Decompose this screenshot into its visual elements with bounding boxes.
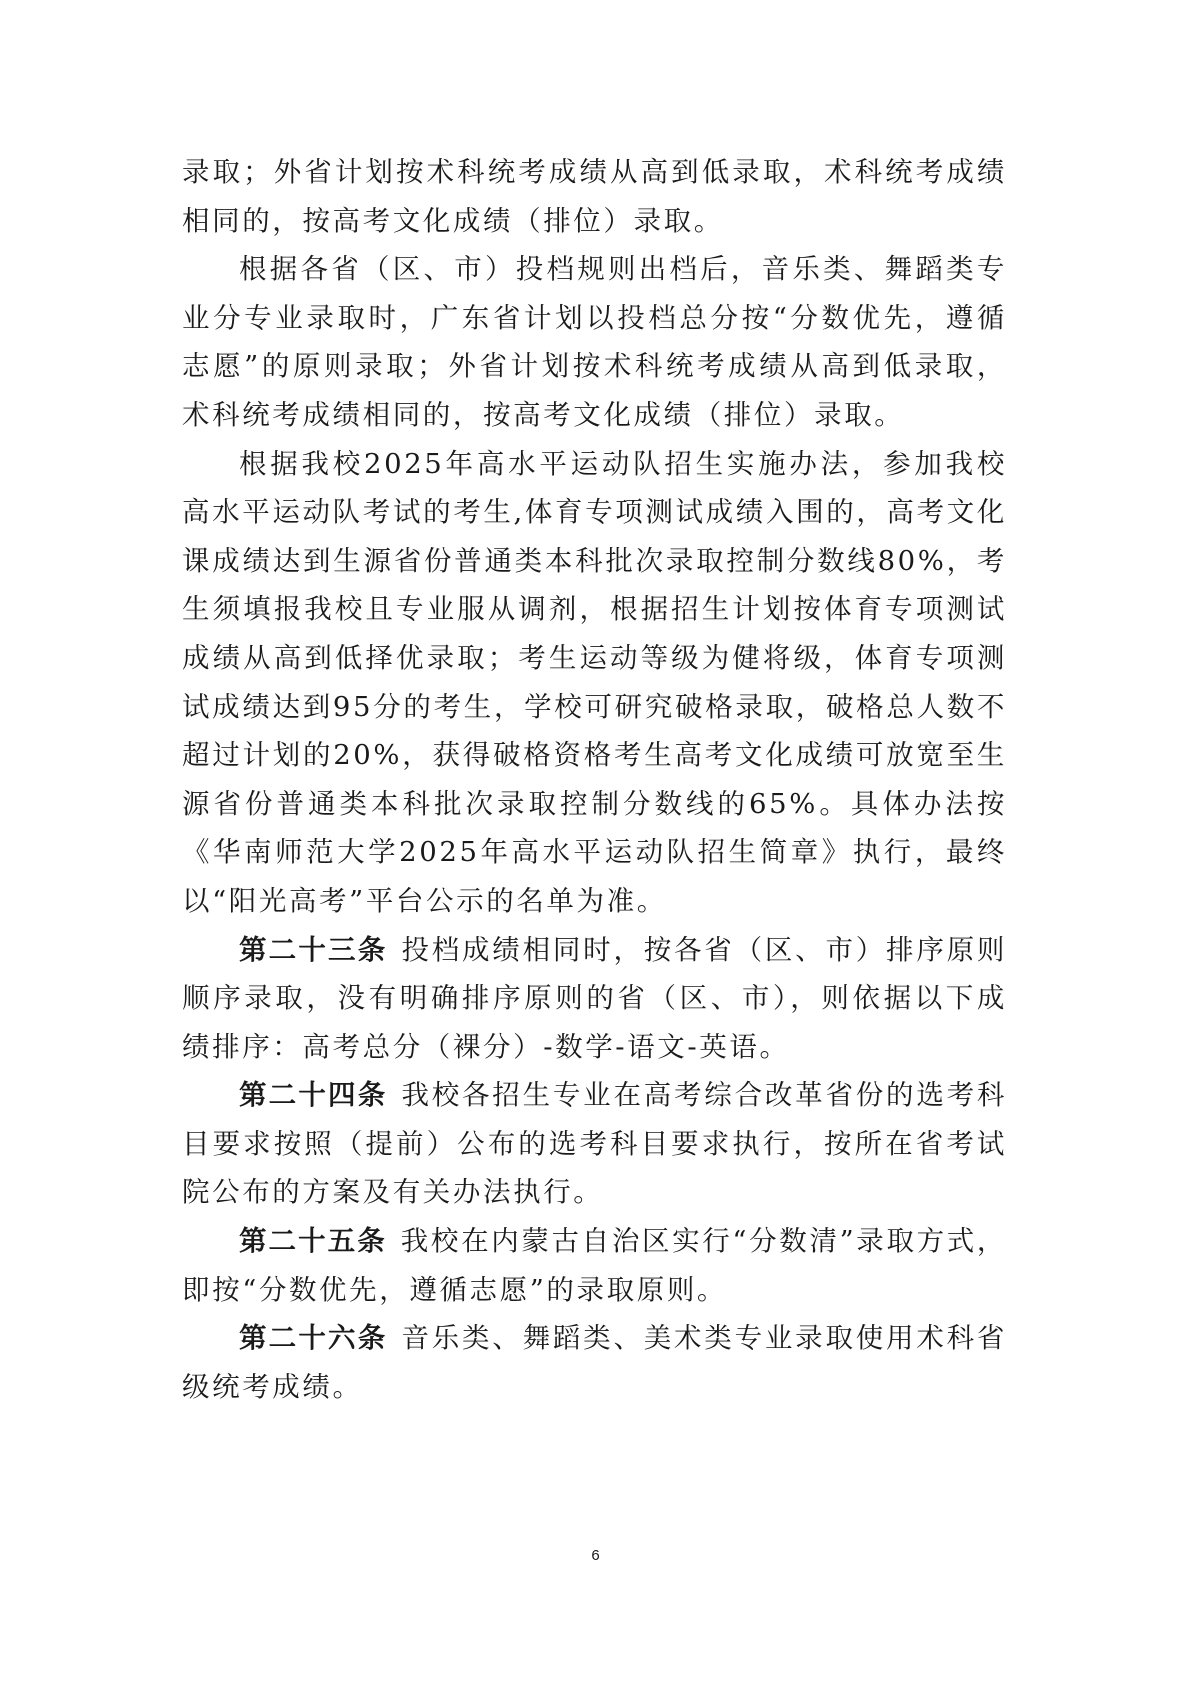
article-text: 我校各招生专业在高考综合改革省份的选考科目要求按照（提前）公布的选考科目要求执行，按所在省考试院公布的方案及有关办法执行。 <box>182 1079 1007 1209</box>
paragraph-sports-team-admission <box>182 440 1007 926</box>
paragraph-music-dance-admission <box>182 245 1007 439</box>
paragraph-text: 根据我校2025年高水平运动队招生实施办法，参加我校高水平运动队考试的考生,体育专项测试成绩入围的，高考文化课成绩达到生源省份普通类本科批次录取控制分数线80%，考生须填报我校且专业服从调剂，根据招生计划按体育专项测试成绩从高到低择优录取；考生运动等级为健将级，体育专项测试成绩达到95分的考生，学校可研究破格录取，破格总人数不超过计划的20%，获得破格资格考生高考文化成绩可放宽至生源省份普通类本科批次录取控制分数线的65%。具体办法按《华南师范大学2025年高水平运动队招生简章》执行，最终以“阳光高考”平台公示的名单为准。 <box>182 447 1007 917</box>
article-24 <box>182 1071 1007 1217</box>
article-25 <box>182 1217 1007 1314</box>
article-23 <box>182 926 1007 1072</box>
article-text: 音乐类、舞蹈类、美术类专业录取使用术科省级统考成绩。 <box>182 1322 1007 1403</box>
article-label: 第二十六条 <box>239 1322 388 1355</box>
article-text: 我校在内蒙古自治区实行“分数清”录取方式，即按“分数优先，遵循志愿”的录取原则。 <box>182 1225 1008 1306</box>
article-text: 投档成绩相同时，按各省（区、市）排序原则顺序录取，没有明确排序原则的省（区、市），则依据以下成绩排序：高考总分（裸分）-数学-语文-英语。 <box>182 933 1007 1063</box>
document-body <box>182 148 1007 1411</box>
article-label: 第二十五条 <box>239 1225 387 1258</box>
article-label: 第二十四条 <box>239 1079 388 1112</box>
paragraph-admission-continued <box>182 148 1007 245</box>
paragraph-text: 录取；外省计划按术科统考成绩从高到低录取，术科统考成绩相同的，按高考文化成绩（排位）录取。 <box>182 156 1007 237</box>
paragraph-text: 根据各省（区、市）投档规则出档后，音乐类、舞蹈类专业分专业录取时，广东省计划以投档总分按“分数优先，遵循志愿”的原则录取；外省计划按术科统考成绩从高到低录取，术科统考成绩相同的，按高考文化成绩（排位）录取。 <box>182 253 1007 431</box>
article-26 <box>182 1314 1007 1411</box>
article-label: 第二十三条 <box>239 933 388 966</box>
page-number: 6 <box>591 1547 600 1564</box>
